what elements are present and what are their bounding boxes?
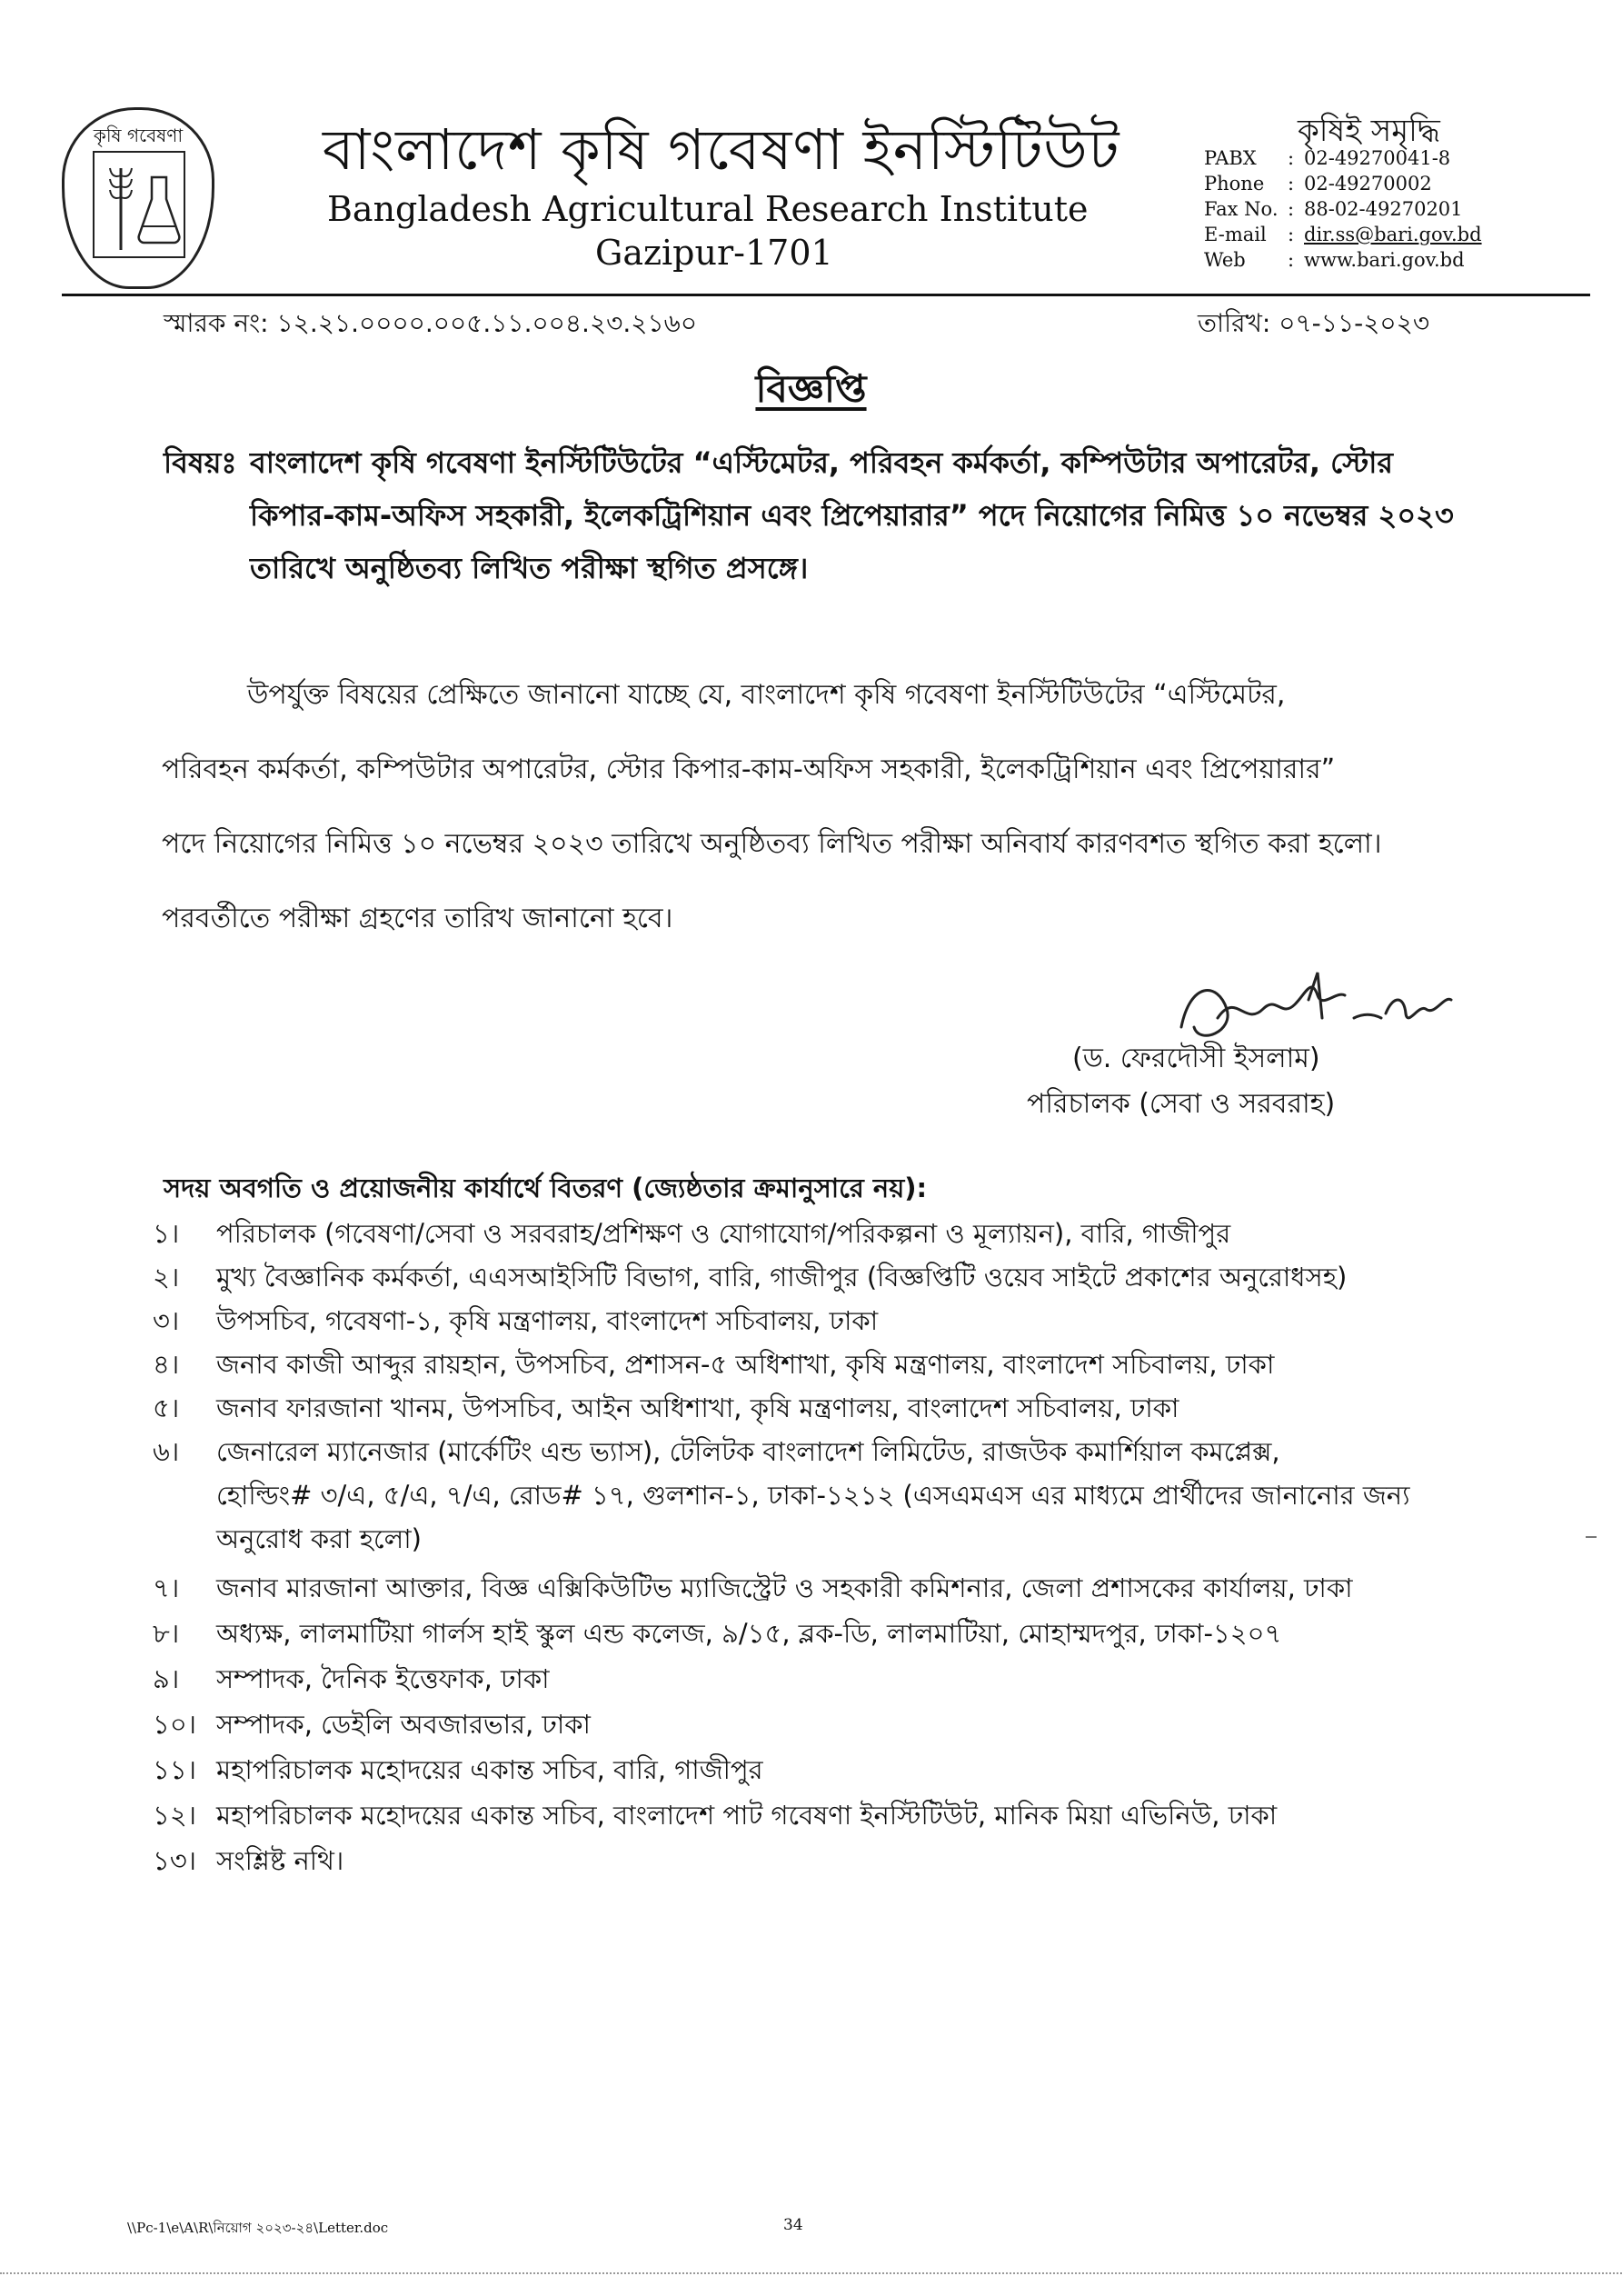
list-text: জেনারেল ম্যানেজার (মার্কেটিং এন্ড ভ্যাস), টেলিটক বাংলাদেশ লিমিটেড, রাজউক কমার্শিয়াল কমপ্লেক্স, — [216, 1436, 1280, 1467]
list-text: সম্পাদক, দৈনিক ইত্তেফাক, ঢাকা — [216, 1663, 550, 1694]
contact-email — [1204, 222, 1482, 247]
list-text: জনাব ফারজানা খানম, উপসচিব, আইন অধিশাখা, কৃষি মন্ত্রণালয়, বাংলাদেশ সচিবালয়, ঢাকা — [216, 1393, 1179, 1423]
contact-value: 88-02-49270201 — [1304, 198, 1463, 220]
contact-value: 02-49270002 — [1304, 173, 1432, 195]
list-number: ১৩। — [153, 1845, 197, 1876]
body-line: পরিবহন কর্মকর্তা, কম্পিউটার অপারেটর, স্টোর কিপার-কাম-অফিস সহকারী, ইলেকট্রিশিয়ান এবং প্রিপেয়ারার” — [162, 754, 1336, 785]
contact-label: PABX — [1204, 147, 1257, 169]
subject-line: তারিখে অনুষ্ঠিতব্য লিখিত পরীক্ষা স্থগিত প্রসঙ্গে। — [250, 551, 809, 585]
list-number: ১। — [153, 1218, 180, 1249]
list-text: পরিচালক (গবেষণা/সেবা ও সরবরাহ/প্রশিক্ষণ ও যোগাযোগ/পরিকল্পনা ও মূল্যায়ন), বারি, গাজীপুর — [216, 1218, 1231, 1249]
list-number: ১২। — [153, 1800, 197, 1831]
list-text: অধ্যক্ষ, লালমাটিয়া গার্লস হাই স্কুল এন্ড কলেজ, ৯/১৫, ব্লক-ডি, লালমাটিয়া, মোহাম্মদপুর, ঢাকা-১২০৭ — [216, 1618, 1282, 1649]
header-divider — [62, 294, 1590, 296]
contact-block — [1204, 145, 1482, 273]
list-text: সম্পাদক, ডেইলি অবজারভার, ঢাকা — [216, 1709, 591, 1740]
list-number: ৮। — [153, 1618, 180, 1649]
letter-date: তারিখ: ০৭-১১-২০২৩ — [1198, 308, 1430, 338]
list-text: মহাপরিচালক মহোদয়ের একান্ত সচিব, বারি, গাজীপুর — [216, 1754, 763, 1785]
contact-web — [1204, 247, 1482, 273]
contact-separator: : — [1288, 224, 1295, 245]
page-number: 34 — [783, 2216, 803, 2234]
margin-tick — [1586, 1536, 1597, 1538]
contact-label: Fax No. — [1204, 198, 1279, 220]
signatory-designation: পরিচালক (সেবা ও সরবরাহ) — [1027, 1088, 1336, 1120]
contact-phone — [1204, 171, 1482, 196]
list-number: ১১। — [153, 1754, 197, 1785]
slogan: কৃষিই সমৃদ্ধি — [1298, 113, 1440, 149]
list-text: হোল্ডিং# ৩/এ, ৫/এ, ৭/এ, রোড# ১৭, গুলশান-১, ঢাকা-১২১২ (এসএমএস এর মাধ্যমে প্রার্থীদের জানানোর জন্য — [216, 1480, 1410, 1511]
institute-name-english: Bangladesh Agricultural Research Institute — [327, 189, 1089, 229]
contact-value: 02-49270041-8 — [1304, 147, 1451, 169]
list-text: জনাব মারজানা আক্তার, বিজ্ঞ এক্সিকিউটিভ ম্যাজিস্ট্রেট ও সহকারী কমিশনার, জেলা প্রশাসকের কার্যালয়, ঢাকা — [216, 1572, 1353, 1603]
list-number: ৪। — [153, 1349, 180, 1380]
contact-pabx — [1204, 145, 1482, 171]
institute-city: Gazipur-1701 — [595, 233, 833, 273]
contact-separator: : — [1288, 173, 1295, 195]
body-line: উপর্যুক্ত বিষয়ের প্রেক্ষিতে জানানো যাচ্ছে যে, বাংলাদেশ কৃষি গবেষণা ইনস্টিটিউটের “এস্টিমেটর, — [247, 679, 1286, 711]
contact-label: Phone — [1204, 173, 1265, 195]
notice-title — [0, 359, 1622, 424]
web-link[interactable]: www.bari.gov.bd — [1304, 249, 1465, 271]
subject-line: বাংলাদেশ কৃষি গবেষণা ইনস্টিটিউটের “এস্টিমেটর, পরিবহন কর্মকর্তা, কম্পিউটার অপারেটর, স্টোর — [250, 445, 1394, 480]
contact-separator: : — [1288, 198, 1295, 220]
scan-edge-dots — [0, 2272, 1622, 2276]
distribution-heading: সদয় অবগতি ও প্রয়োজনীয় কার্যার্থে বিতরণ (জ্যেষ্ঠতার ক্রমানুসারে নয়): — [164, 1173, 928, 1203]
list-text: অনুরোধ করা হলো) — [216, 1523, 423, 1554]
contact-separator: : — [1288, 249, 1295, 271]
list-number: ৯। — [153, 1663, 180, 1694]
wheat-flask-emblem-icon — [92, 150, 186, 259]
list-text: মহাপরিচালক মহোদয়ের একান্ত সচিব, বাংলাদেশ পাট গবেষণা ইনস্টিটিউট, মানিক মিয়া এভিনিউ, ঢাকা — [216, 1800, 1278, 1831]
list-number: ৫। — [153, 1393, 180, 1423]
list-text: উপসচিব, গবেষণা-১, কৃষি মন্ত্রণালয়, বাংলাদেশ সচিবালয়, ঢাকা — [216, 1305, 879, 1336]
body-line: পদে নিয়োগের নিমিত্ত ১০ নভেম্বর ২০২৩ তারিখে অনুষ্ঠিতব্য লিখিত পরীক্ষা অনিবার্য কারণবশত স্থগিত করা হলো। — [162, 828, 1382, 860]
list-text: জনাব কাজী আব্দুর রায়হান, উপসচিব, প্রশাসন-৫ অধিশাখা, কৃষি মন্ত্রণালয়, বাংলাদেশ সচিবালয়, ঢাকা — [216, 1349, 1275, 1380]
logo-text: কৃষি গবেষণা — [93, 125, 184, 146]
list-number: ৭। — [153, 1572, 180, 1603]
contact-label: E-mail — [1204, 224, 1267, 245]
list-text: সংশ্লিষ্ট নথি। — [216, 1845, 344, 1876]
contact-separator: : — [1288, 147, 1295, 169]
institute-name-bangla: বাংলাদেশ কৃষি গবেষণা ইনস্টিটিউট — [323, 116, 1120, 183]
contact-fax — [1204, 196, 1482, 222]
list-number: ২। — [153, 1262, 180, 1293]
email-link[interactable]: dir.ss@bari.gov.bd — [1304, 224, 1482, 245]
subject-label: বিষয়ঃ — [164, 445, 237, 480]
memo-number: স্মারক নং: ১২.২১.০০০০.০০৫.১১.০০৪.২৩.২১৬০ — [164, 308, 698, 338]
list-number: ৩। — [153, 1305, 180, 1336]
signatory-name: (ড. ফেরদৌসী ইসলাম) — [1072, 1043, 1320, 1074]
file-path: \\Pc-1\e\A\R\নিয়োগ ২০২৩-২৪\Letter.doc — [127, 2220, 389, 2236]
list-text: মুখ্য বৈজ্ঞানিক কর্মকর্তা, এএসআইসিটি বিভাগ, বারি, গাজীপুর (বিজ্ঞপ্তিটি ওয়েব সাইটে প্রকাশের অনুরোধসহ) — [216, 1262, 1348, 1293]
subject-line: কিপার-কাম-অফিস সহকারী, ইলেকট্রিশিয়ান এবং প্রিপেয়ারার” পদে নিয়োগের নিমিত্ত ১০ নভেম্বর ২০২৩ — [250, 498, 1454, 533]
body-line: পরবর্তীতে পরীক্ষা গ্রহণের তারিখ জানানো হবে। — [162, 903, 673, 934]
institute-logo — [62, 107, 214, 289]
list-number: ৬। — [153, 1436, 180, 1467]
contact-label: Web — [1204, 249, 1246, 271]
notice-title-text: বিজ্ঞপ্তি — [755, 366, 867, 411]
list-number: ১০। — [153, 1709, 197, 1740]
